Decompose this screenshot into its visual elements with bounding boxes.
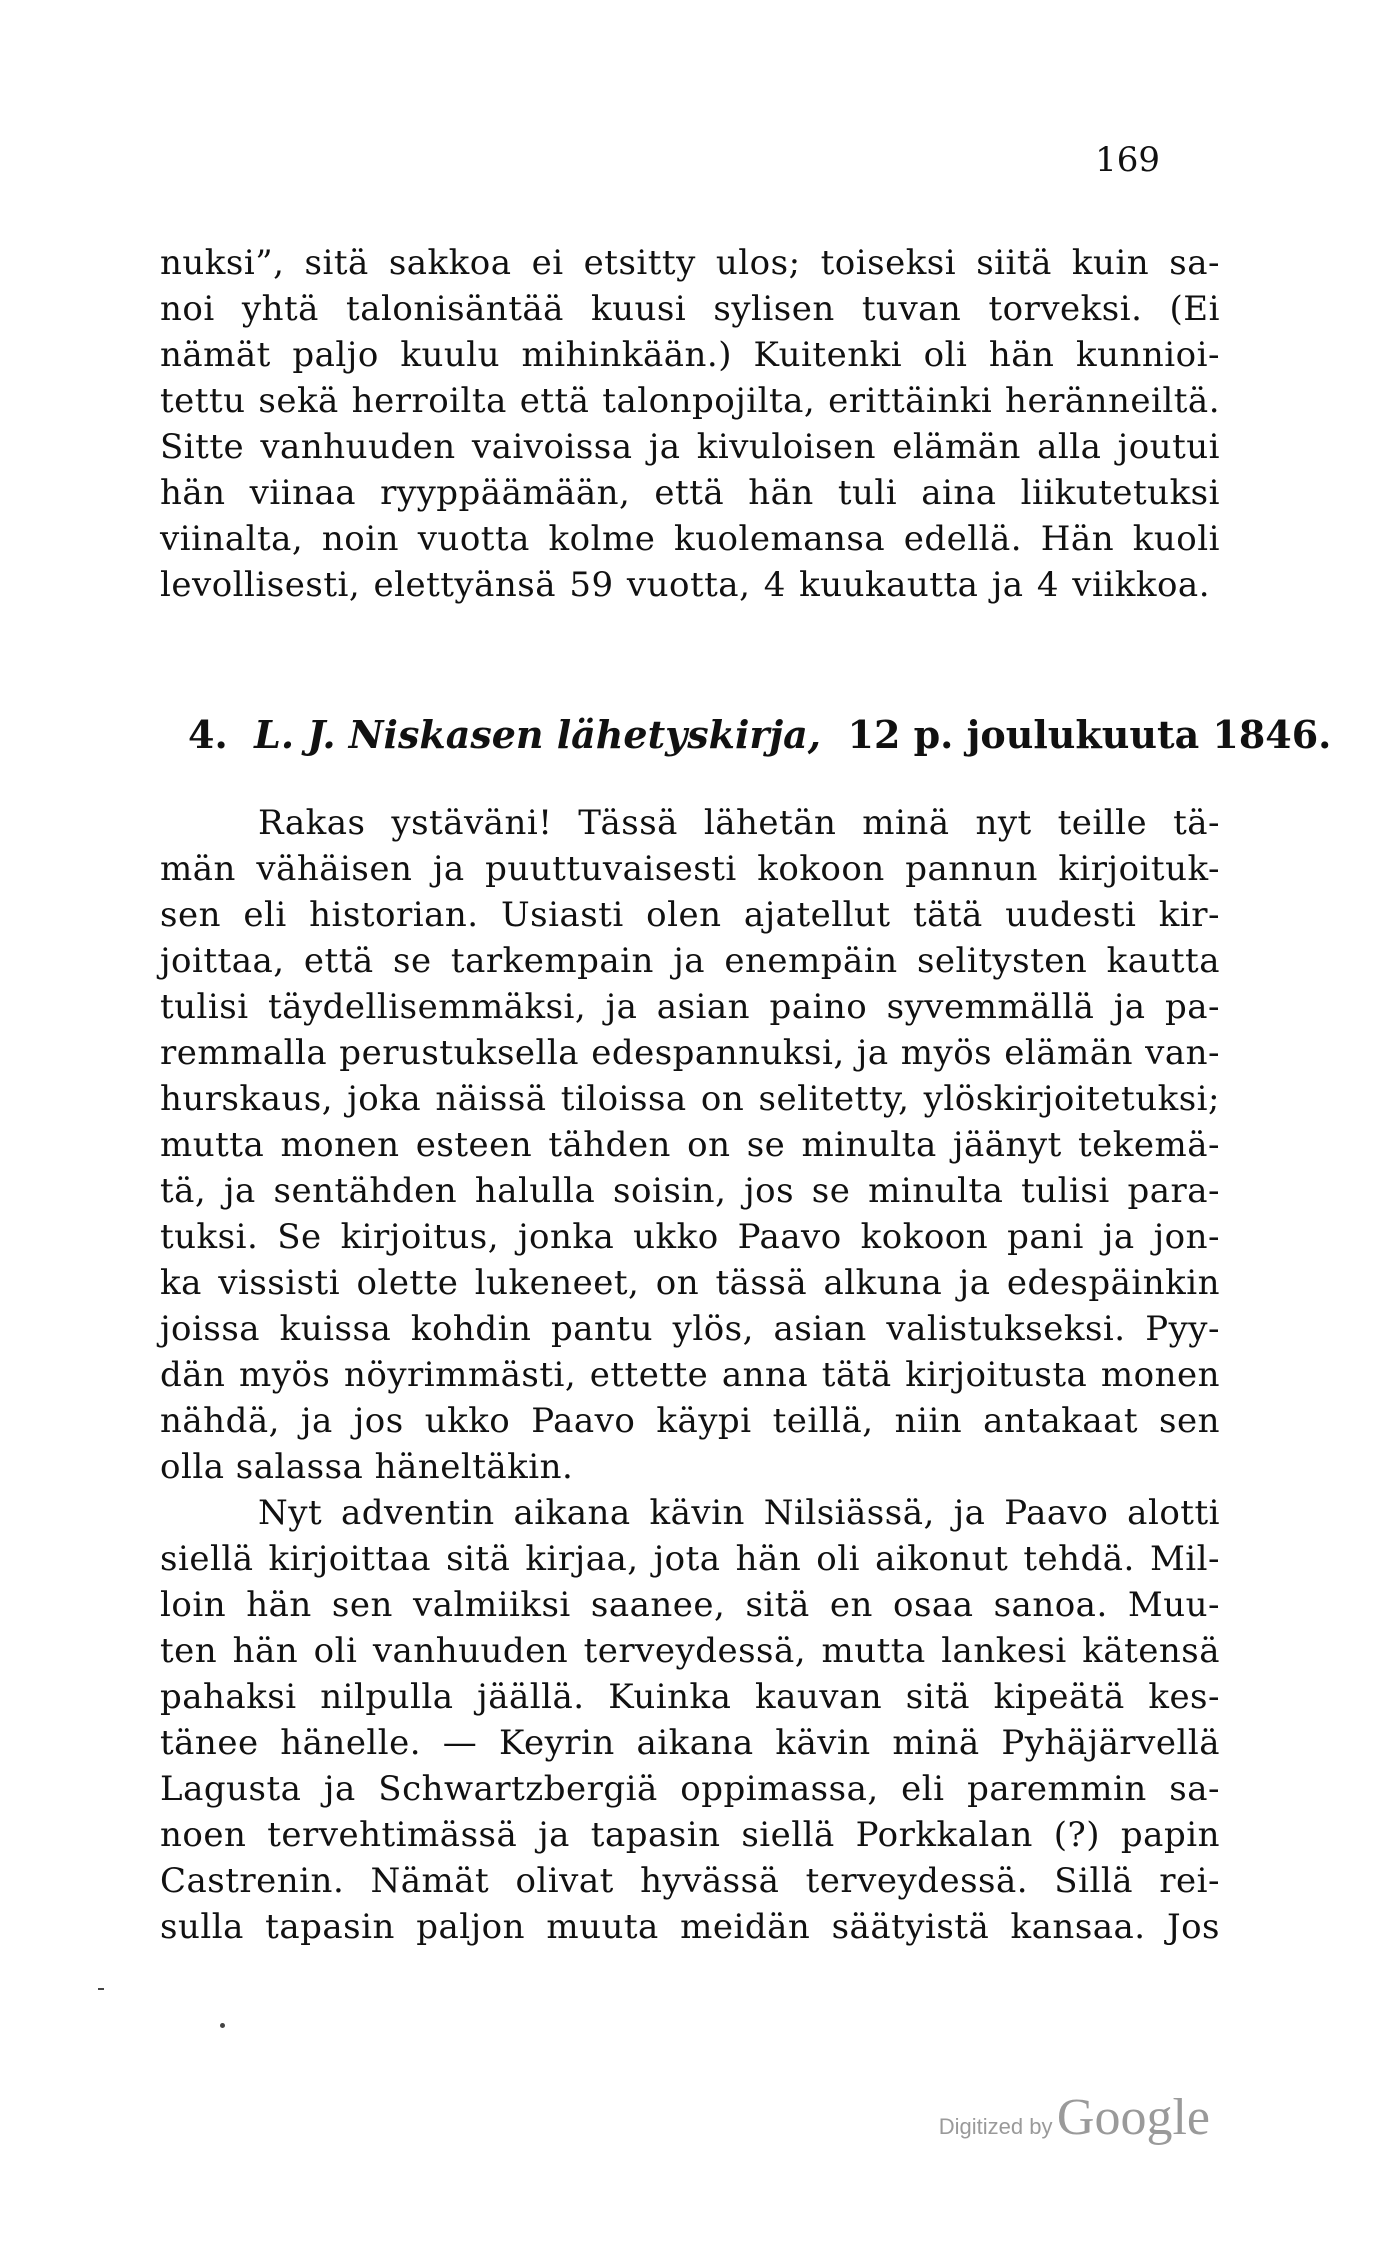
text-line: Sitte vanhuuden vaivoissa ja kivuloisen elämän alla joutui — [160, 427, 1220, 467]
watermark-prefix: Digitized by — [938, 2114, 1053, 2139]
google-logo: Google — [1056, 2089, 1210, 2146]
text-line: Castrenin. Nämät olivat hyvässä terveydessä. Sillä rei- — [160, 1861, 1220, 1901]
text-line: Nyt adventin aikana kävin Nilsiässä, ja Paavo alotti — [258, 1493, 1220, 1533]
text-line: ka vissisti olette lukeneet, on tässä alkuna ja edespäinkin — [160, 1263, 1220, 1303]
text-line: tä, ja sentähden halulla soisin, jos se minulta tulisi para- — [160, 1171, 1220, 1211]
text-line: olla salassa häneltäkin. — [160, 1447, 574, 1487]
page-number: 169 — [1095, 140, 1160, 180]
text-line: tulisi täydellisemmäksi, ja asian paino syvemmällä ja pa- — [160, 987, 1220, 1027]
text-line: sulla tapasin paljon muuta meidän säätyistä kansaa. Jos — [160, 1907, 1220, 1947]
text-line: noi yhtä talonisäntää kuusi sylisen tuvan torveksi. (Ei — [160, 289, 1220, 329]
text-line: dän myös nöyrimmästi, ettette anna tätä kirjoitusta monen — [160, 1355, 1220, 1395]
text-line: tänee hänelle. — Keyrin aikana kävin minä Pyhäjärvellä — [160, 1723, 1220, 1763]
text-line: sen eli historian. Usiasti olen ajatellut tätä uudesti kir- — [160, 895, 1220, 935]
text-line: loin hän sen valmiiksi saanee, sitä en osaa sanoa. Muu- — [160, 1585, 1220, 1625]
text-line: hän viinaa ryyppäämään, että hän tuli aina liikutetuksi — [160, 473, 1220, 513]
text-line: hurskaus, joka näissä tiloissa on selitetty, ylöskirjoitetuksi; — [160, 1079, 1220, 1119]
text-line: ten hän oli vanhuuden terveydessä, mutta lankesi kätensä — [160, 1631, 1220, 1671]
text-line: viinalta, noin vuotta kolme kuolemansa edellä. Hän kuoli — [160, 519, 1220, 559]
heading-number: 4. — [188, 712, 228, 757]
digitized-by-google-watermark — [939, 2088, 1210, 2147]
text-line: Rakas ystäväni! Tässä lähetän minä nyt teille tä- — [258, 803, 1220, 843]
text-line: pahaksi nilpulla jäällä. Kuinka kauvan sitä kipeätä kes- — [160, 1677, 1220, 1717]
text-line: noen tervehtimässä ja tapasin siellä Porkkalan (?) papin — [160, 1815, 1220, 1855]
text-line: tettu sekä herroilta että talonpojilta, erittäinki heränneiltä. — [160, 381, 1220, 421]
text-line: nuksi”, sitä sakkoa ei etsitty ulos; toiseksi siitä kuin sa- — [160, 243, 1220, 283]
text-line: män vähäisen ja puuttuvaisesti kokoon pannun kirjoituk- — [160, 849, 1220, 889]
scan-speck — [220, 2023, 225, 2028]
text-line: levollisesti, elettyänsä 59 vuotta, 4 kuukautta ja 4 viikkoa. — [160, 565, 1210, 605]
text-line: tuksi. Se kirjoitus, jonka ukko Paavo kokoon pani ja jon- — [160, 1217, 1220, 1257]
text-line: joissa kuissa kohdin pantu ylös, asian valistukseksi. Pyy- — [160, 1309, 1220, 1349]
heading-title: L. J. Niskasen lähetyskirja, — [254, 712, 822, 757]
text-line: Lagusta ja Schwartzbergiä oppimassa, eli paremmin sa- — [160, 1769, 1220, 1809]
scan-speck — [98, 1988, 104, 1990]
heading-date: 12 p. joulukuuta 1846. — [847, 712, 1332, 757]
text-line: nähdä, ja jos ukko Paavo käypi teillä, niin antakaat sen — [160, 1401, 1220, 1441]
text-line: siellä kirjoittaa sitä kirjaa, jota hän oli aikonut tehdä. Mil- — [160, 1539, 1220, 1579]
text-line: joittaa, että se tarkempain ja enempäin selitysten kautta — [160, 941, 1220, 981]
text-line: remmalla perustuksella edespannuksi, ja myös elämän van- — [160, 1033, 1220, 1073]
text-line: nämät paljo kuulu mihinkään.) Kuitenki oli hän kunnioi- — [160, 335, 1220, 375]
section-heading — [188, 712, 1331, 757]
text-line: mutta monen esteen tähden on se minulta jäänyt tekemä- — [160, 1125, 1220, 1165]
